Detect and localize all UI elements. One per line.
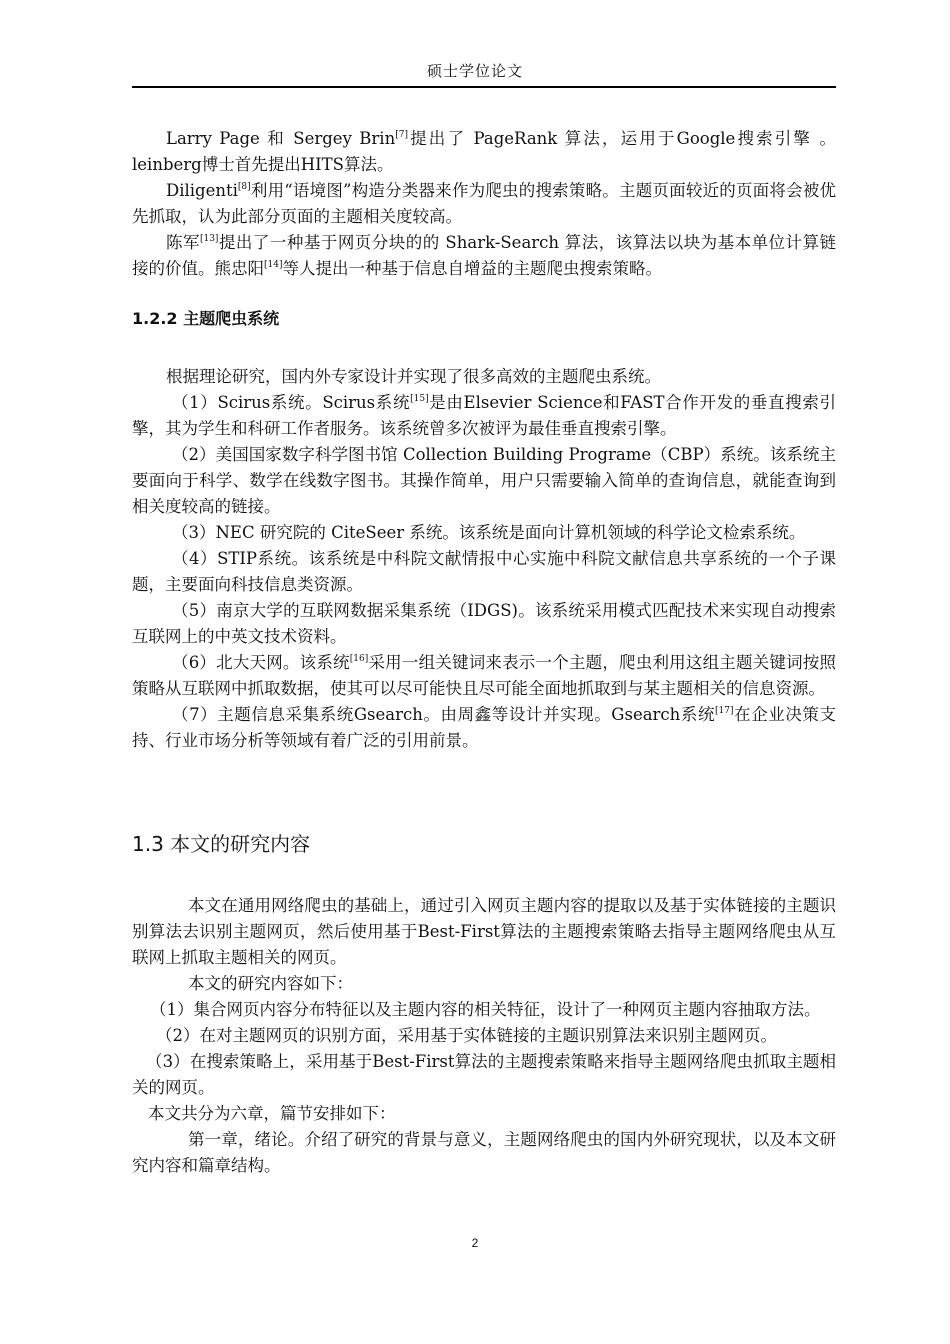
text: 在企业决策支持、行业市场分析等领域有着广泛的引用前景。: [132, 705, 836, 750]
related-work-block: [132, 126, 836, 282]
list-item-tianwang: [132, 650, 836, 702]
text: 等人提出一种基于信息自增益的主题爬虫搜索策略。: [282, 259, 662, 278]
citation: [17]: [715, 706, 734, 716]
section-heading-1-2-2: 1.2.2 主题爬虫系统: [132, 309, 280, 328]
paragraph-intro: 根据理论研究，国内外专家设计并实现了很多高效的主题爬虫系统。: [166, 367, 661, 386]
paragraph-pagerank: [132, 126, 836, 178]
citation: [15]: [410, 394, 429, 404]
list-item-contribution-2: （2）在对主题网页的识别方面，采用基于实体链接的主题识别算法来识别主题网页。: [156, 1026, 777, 1045]
text: 是由Elsevier Science和FAST合作开发的垂直搜索引擎，其为学生和科研工作者服务。该系统曾多次被评为最佳垂直搜索引擎。: [132, 393, 836, 438]
citation: [16]: [349, 654, 369, 664]
citation: [14]: [264, 260, 283, 270]
list-item-citeseer: （3）NEC 研究院的 CiteSeer 系统。该系统是面向计算机领域的科学论文检索系统。: [172, 523, 806, 542]
page-number: 2: [471, 1236, 479, 1250]
header-rule: [132, 86, 836, 88]
section-heading-1-3: 1.3 本文的研究内容: [132, 832, 311, 856]
citation: [8]: [237, 182, 251, 192]
citation: [7]: [395, 130, 408, 140]
list-item-contribution-3: （3）在搜索策略上，采用基于Best-First算法的主题搜索策略来指导主题网络爬虫抓取主题相关的网页。: [132, 1052, 836, 1097]
list-item-cbp: （2）美国国家数字科学图书馆 Collection Building Programe（CBP）系统。该系统主要面向于科学、数学在线数字图书。其操作简单，用户只需要输入简单的查询信息，就能查询到相关度较高的链接。: [132, 445, 836, 516]
crawler-systems-block: [132, 364, 836, 754]
list-item-idgs: （5）南京大学的互联网数据采集系统（IDGS)。该系统采用模式匹配技术来实现自动搜索互联网上的中英文技术资料。: [132, 601, 836, 646]
paragraph-diligenti: [132, 178, 836, 230]
paragraph-chapters-intro: 本文共分为六章，篇节安排如下：: [148, 1104, 396, 1123]
text: 提出了 PageRank 算法，运用于Google搜索引擎 。leinberg博士首先提出HITS算法。: [132, 129, 836, 174]
text: Larry Page 和 Sergey Brin: [166, 129, 396, 148]
text: （1）Scirus系统。Scirus系统: [172, 393, 411, 412]
paragraph-chapter-1: 第一章，绪论。介绍了研究的背景与意义，主题网络爬虫的国内外研究现状，以及本文研究内容和篇章结构。: [132, 1130, 836, 1175]
list-item-scirus: [132, 390, 836, 442]
page-header-title: 硕士学位论文: [426, 62, 523, 80]
text: 提出了一种基于网页分块的的 Shark-Search 算法，该算法以块为基本单位计算链接的价值。熊忠阳: [132, 233, 836, 278]
text: （6）北大天网。该系统: [172, 653, 350, 672]
list-item-stip: （4）STIP系统。该系统是中科院文献情报中心实施中科院文献信息共享系统的一个子课题，主要面向科技信息类资源。: [132, 549, 836, 594]
list-item-gsearch: [132, 702, 836, 754]
list-item-contribution-1: （1）集合网页内容分布特征以及主题内容的相关特征，设计了一种网页主题内容抽取方法。: [150, 1000, 821, 1019]
paragraph-shark-search: [132, 230, 836, 282]
text: （7）主题信息采集系统Gsearch。由周鑫等设计并实现。Gsearch系统: [172, 705, 716, 724]
text: 陈军: [166, 233, 200, 252]
text: 采用一组关键词来表示一个主题，爬虫利用这组主题关键词按照策略从互联网中抓取数据，使其可以尽可能快且尽可能全面地抓取到与某主题相关的信息资源。: [132, 653, 837, 698]
paragraph-overview: 本文在通用网络爬虫的基础上，通过引入网页主题内容的提取以及基于实体链接的主题识别算法去识别主题网页，然后使用基于Best-First算法的主题搜索策略去指导主题网络爬虫从互联网上抓取主题相关的网页。: [132, 896, 836, 967]
text: 利用“语境图”构造分类器来作为爬虫的搜索策略。主题页面较近的页面将会被优先抓取，认为此部分页面的主题相关度较高。: [132, 181, 836, 226]
research-content-block: [132, 893, 836, 1179]
text: Diligenti: [166, 181, 238, 200]
paragraph-content-intro: 本文的研究内容如下：: [188, 974, 353, 993]
citation: [13]: [199, 234, 219, 244]
